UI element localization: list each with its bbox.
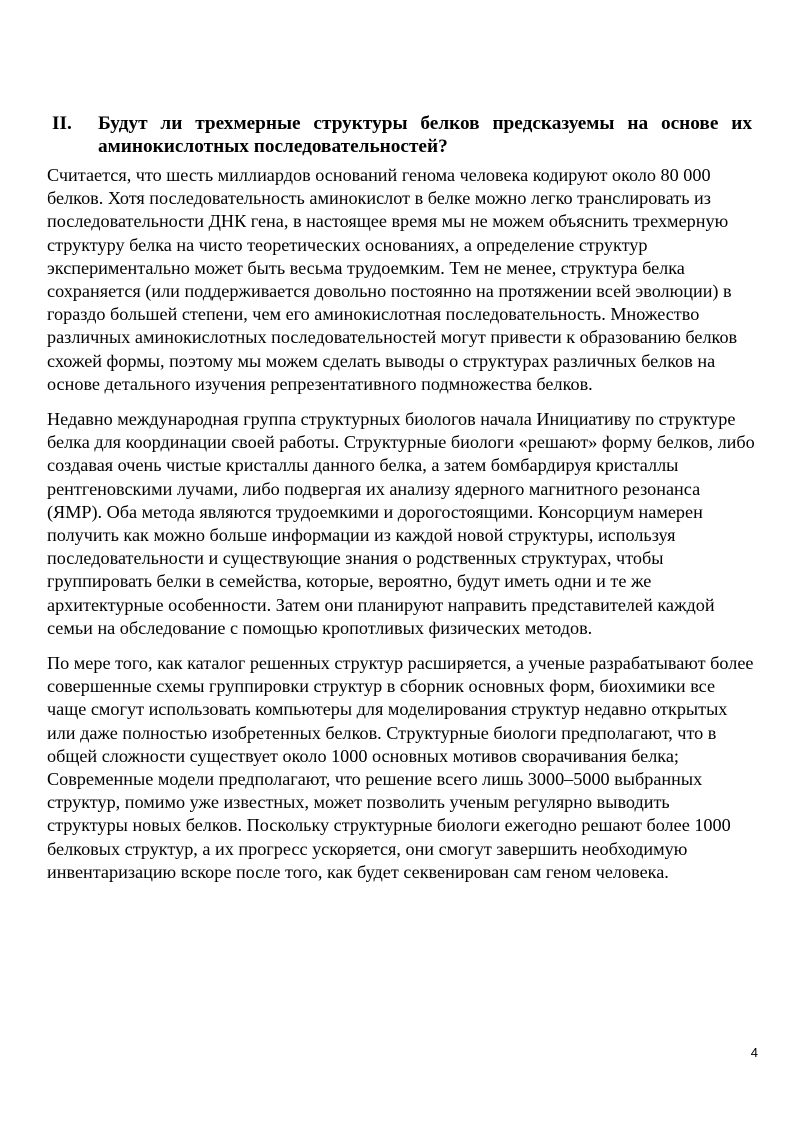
paragraph: По мере того, как каталог решенных структур расширяется, а ученые разрабатывают более совершенные схемы группировки структур в сборник основных форм, биохимики все чаще смогут использовать компьютеры для моделирования структур недавно открытых или даже полностью изобретенных белков. Структурные биологи предполагают, что в общей сложности существует около 1000 основных мотивов сворачивания белка; Современные модели предполагают, что решение всего лишь 3000–5000 выбранных структур, помимо уже известных, может позволить ученым регулярно выводить структуры новых белков. Поскольку структурные биологи ежегодно решают более 1000 белковых структур, а их прогресс ускоряется, они смогут завершить необходимую инвентаризацию вскоре после того, как будет секвенирован сам геном человека. [47, 653, 754, 882]
section-heading [52, 112, 752, 158]
paragraph: Недавно международная группа структурных биологов начала Инициативу по структуре белка для координации своей работы. Структурные биологи «решают» форму белков, либо создавая очень чистые кристаллы данного белка, а затем бомбардируя кристаллы рентгеновскими лучами, либо подвергая их анализу ядерного магнитного резонанса (ЯМР). Оба метода являются трудоемкими и дорогостоящими. Консорциум намерен получить как можно больше информации из каждой новой структуры, используя последовательности и существующие знания о родственных структурах, чтобы группировать белки в семейства, которые, вероятно, будут иметь одни и те же архитектурные особенности. Затем они планируют направить представителей каждой семьи на обследование с помощью кропотливых физических методов. [47, 409, 755, 638]
section-title: Будут ли трехмерные структуры белков предсказуемы на основе их аминокислотных последовательностей? [98, 113, 752, 157]
page-number: 4 [750, 1045, 758, 1060]
paragraph: Считается, что шесть миллиардов оснований генома человека кодируют около 80 000 белков. Хотя последовательность аминокислот в белке можно легко транслировать из последовательности ДНК гена, в настоящее время мы не можем объяснить трехмерную структуру белка на чисто теоретических основаниях, а определение структур экспериментально может быть весьма трудоемким. Тем не менее, структура белка сохраняется (или поддерживается довольно постоянно на протяжении всей эволюции) в гораздо большей степени, чем его аминокислотная последовательность. Множество различных аминокислотных последовательностей могут привести к образованию белков схожей формы, поэтому мы можем сделать выводы о структурах различных белков на основе детального изучения репрезентативного подмножества белков. [47, 165, 738, 394]
section-number: II. [52, 113, 72, 134]
section-body [47, 164, 755, 896]
